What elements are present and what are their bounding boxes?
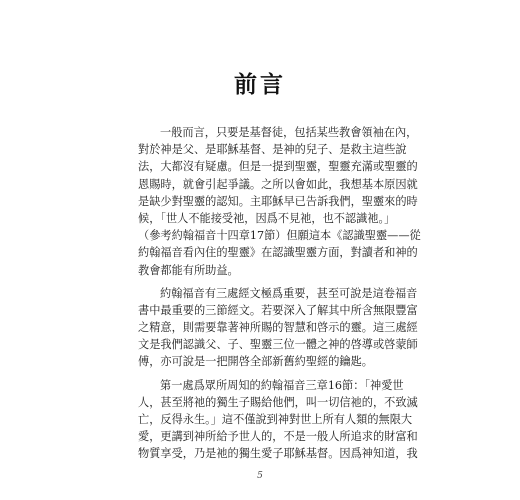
text-line: 教會都能有所助益。 — [138, 263, 239, 277]
text-line: 愛，更講到神所給予世人的，不是一般人所追求的財富和 — [138, 430, 418, 444]
text-line: 亡，反得永生。」這不僅說到神對世上所有人類的無限大 — [138, 413, 413, 426]
text-line: 一般而言，只要是基督徒，包括某些教會領袖在內， — [160, 126, 418, 139]
paragraph-2 — [138, 285, 418, 371]
text-line: 恩賜時，就會引起爭議。之所以會如此，我想基本原因就 — [138, 177, 418, 191]
paragraph-1 — [138, 124, 421, 279]
text-line: 書中最重要的三節經文。若要深入了解其中所含無限豐富 — [138, 303, 418, 317]
text-line: 候，「世人不能接受祂，因爲不見祂，也不認識祂。」 — [138, 211, 396, 225]
text-line: 之精意，則需要靠著神所賜的智慧和啓示的靈。這三處經 — [138, 321, 418, 335]
page-number: 5 — [257, 471, 263, 481]
text-line: 第一處爲眾所周知的約翰福音三章16節：「神愛世 — [160, 378, 404, 392]
text-line: 物質享受，乃是祂的獨生愛子耶穌基督。因爲神知道，我 — [138, 447, 418, 461]
text-line: 文是我們認識父、子、聖靈三位一體之神的啓導或啓蒙師 — [138, 338, 418, 352]
text-line: 人，甚至將祂的獨生子賜給他們，叫一切信祂的，不致滅 — [138, 395, 418, 409]
body-text — [138, 124, 421, 463]
paragraph-3 — [138, 377, 418, 463]
text-line: 是缺少對聖靈的認知。主耶穌早已告訴我們，聖靈來的時 — [138, 194, 418, 208]
text-line: 傅，亦可說是一把開啓全部新舊約聖經的鑰匙。 — [138, 355, 373, 369]
text-line: 約翰福音看內住的聖靈》在認識聖靈方面，對讀者和神的 — [138, 246, 418, 260]
text-line: 對於神是父、是耶穌基督、是神的兒子、是救主這些說 — [138, 143, 407, 157]
text-line: 法，大都沒有疑慮。但是一提到聖靈，聖靈充滿或聖靈的 — [138, 160, 418, 174]
text-line: 約翰福音有三處經文極爲重要，甚至可說是這卷福音 — [160, 286, 418, 300]
text-line: （參考約翰福音十四章17節）但願這本《認識聖靈——從 — [138, 229, 421, 243]
page-title: 前言 — [234, 71, 286, 98]
